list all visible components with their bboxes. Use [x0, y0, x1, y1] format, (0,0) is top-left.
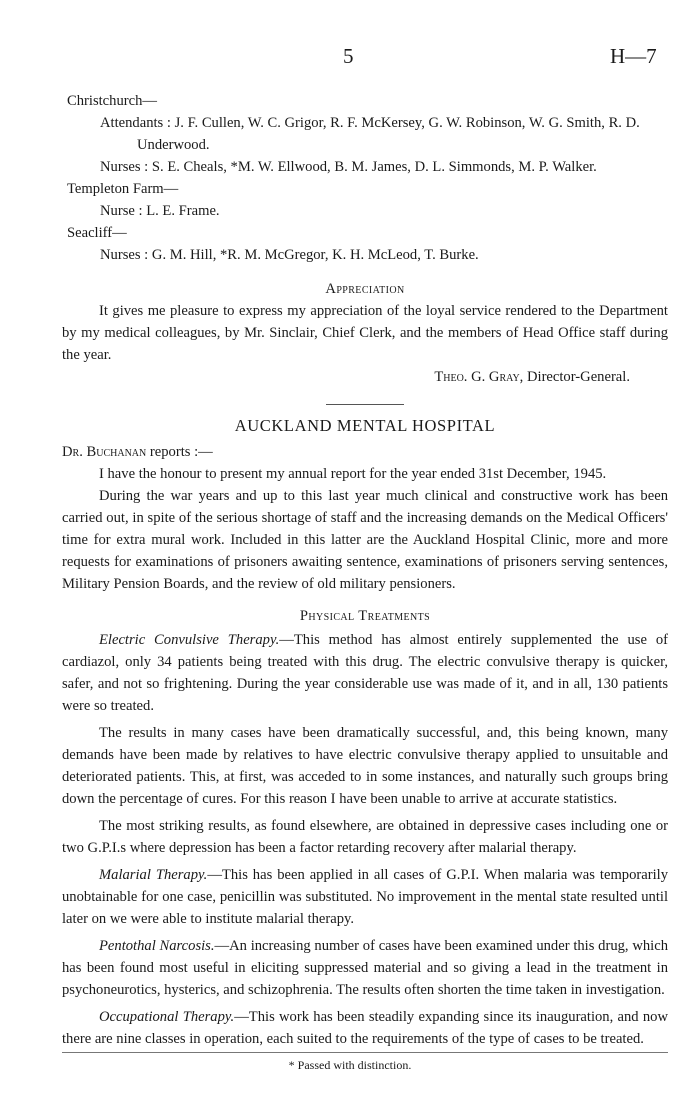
striking-results-paragraph: The most striking results, as found elsewhere, are obtained in depressive cases including one or two G.P.I.s where depression has been a factor retarding recovery after malarial therapy. — [62, 818, 668, 856]
war-years-paragraph: During the war years and up to this last year much clinical and constructive work has been carried out, in spite of the serious shortage of staff and the increasing demands on the Medical Officers' time for extra mural work. Included in this latter are the Auckland Hospital Clinic, more and more requests for examinations of prisoners awaiting sentence, examinations of prisoners serving sentences, Military Pension Boards, and the review of old military pensioners. — [62, 488, 668, 592]
malarial-text: —This has been applied in all cases of G.P.I. When malaria was temporarily unobtainable for one case, penicillin was substituted. No improvement in the mental state resulted until later on we were able to institute malarial therapy. — [62, 867, 668, 927]
role-line — [62, 112, 668, 156]
staff-group-seacliff — [62, 222, 668, 266]
place-name: Christchurch— — [67, 93, 157, 109]
malarial-lead: Malarial Therapy. — [99, 867, 208, 883]
staff-group-templeton — [62, 178, 668, 222]
role-names: L. E. Frame. — [146, 203, 220, 219]
malarial-paragraph — [62, 864, 668, 930]
role-label: Attendants : — [100, 115, 171, 131]
report-intro-paragraph: I have the honour to present my annual report for the year ended 31st December, 1945. — [99, 466, 607, 482]
role-label: Nurse : — [100, 203, 143, 219]
footnote-rule — [62, 1052, 668, 1053]
signature-title: Director-General. — [526, 369, 630, 385]
ect-text: —This method has almost entirely supplemented the use of cardiazol, only 34 patients being treated with this drug. The electric convulsive therapy is quicker, safer, and not so frightening. During the year considerable use was made of it, and in all, 130 patients were so treated. — [62, 632, 668, 714]
section-title: AUCKLAND MENTAL HOSPITAL — [234, 416, 496, 435]
pentothal-paragraph — [62, 935, 668, 1001]
role-names: J. F. Cullen, W. C. Grigor, R. F. McKersey, G. W. Robinson, W. G. Smith, R. D. Underwood. — [137, 115, 640, 153]
role-label: Nurses : — [100, 159, 149, 175]
page-code: H—7 — [610, 44, 657, 68]
role-line — [62, 244, 668, 266]
physical-treatments-heading: Physical Treatments — [299, 608, 431, 624]
occupational-text: —This work has been steadily expanding since its inauguration, and now there are nine classes in operation, each suited to the requirements of the type of cases to be treated. — [62, 1009, 668, 1047]
staff-group-christchurch — [62, 90, 668, 178]
ect-paragraph — [62, 629, 668, 717]
role-names: S. E. Cheals, *M. W. Ellwood, B. M. James, D. L. Simmonds, M. P. Walker. — [151, 159, 597, 175]
place-name: Templeton Farm— — [67, 181, 179, 197]
reporter-suffix: reports :— — [149, 444, 213, 460]
page-content — [62, 90, 668, 1050]
role-line — [62, 156, 668, 178]
occupational-lead: Occupational Therapy. — [99, 1009, 235, 1025]
signature-name: Theo. G. Gray, — [434, 369, 524, 385]
place-name: Seacliff— — [67, 225, 127, 241]
role-names: G. M. Hill, *R. M. McGregor, K. H. McLeod, T. Burke. — [151, 247, 479, 263]
section-divider — [326, 404, 404, 405]
signature — [62, 366, 668, 388]
reporter-name: Dr. Buchanan — [62, 444, 147, 460]
pentothal-text: —An increasing number of cases have been examined under this drug, which has been found most useful in eliciting suppressed material and so giving a lead in the treatment in psychoneurotics, hysterics, and schizophrenia. The results often shorten the time taken in investigation. — [62, 938, 668, 998]
appreciation-heading: Appreciation — [325, 281, 405, 297]
reporter-line — [62, 441, 668, 463]
role-label: Nurses : — [100, 247, 149, 263]
page-header — [0, 44, 700, 74]
pentothal-lead: Pentothal Narcosis. — [99, 938, 215, 954]
appreciation-paragraph: It gives me pleasure to express my appreciation of the loyal service rendered to the Department by my medical colleagues, by Mr. Sinclair, Chief Clerk, and the members of Head Office staff during the year. — [62, 303, 668, 363]
ect-lead: Electric Convulsive Therapy. — [99, 632, 280, 648]
occupational-paragraph — [62, 1006, 668, 1050]
footnote: * Passed with distinction. — [288, 1058, 412, 1072]
results-paragraph: The results in many cases have been dramatically successful, and, this being known, many demands have been made by relatives to have electric convulsive therapy applied to unsuitable and deteriorated patients. This, at first, was acceded to in some instances, and naturally such groups bring down the percentage of cures. For this reason I have been unable to arrive at accurate statistics. — [62, 725, 668, 807]
page-number: 5 — [343, 44, 354, 68]
role-line — [62, 200, 668, 222]
